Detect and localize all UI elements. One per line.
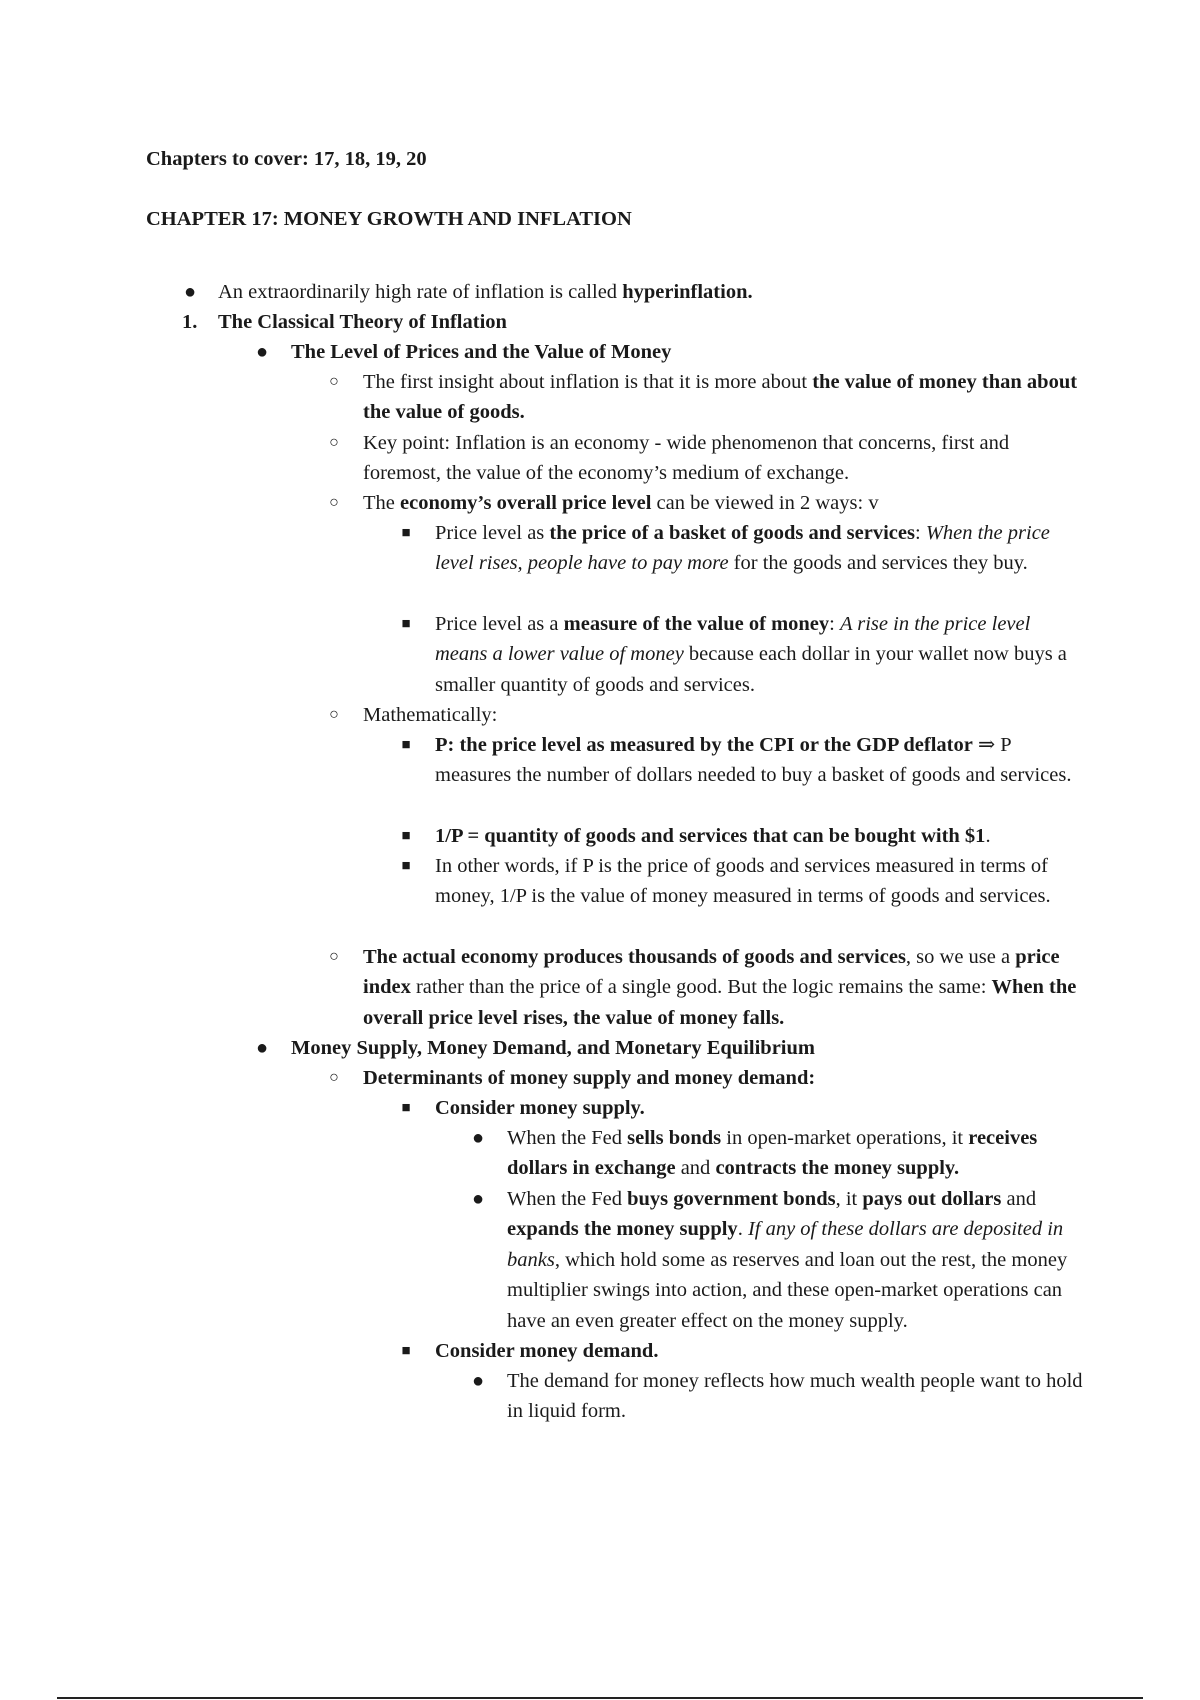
list-item-text: Consider money demand. xyxy=(435,1340,659,1362)
list-item-text: When the Fed buys government bonds, it pays out dollars and expands the money supply. If any of these dollars are deposited in banks, which hold some as reserves and loan out the rest, the money multiplier swings into action, and these open-market operations can have an even greater effect on the money supply. xyxy=(507,1188,1068,1332)
list-item-text: The first insight about inflation is that it is more about the value of money than about the value of goods. xyxy=(363,371,1078,424)
list-item-text: Consider money supply. xyxy=(435,1097,645,1119)
list-item-text: When the Fed sells bonds in open-market operations, it receives dollars in exchange and contracts the money supply. xyxy=(507,1127,1038,1180)
list-item-text: P: the price level as measured by the CPI or the GDP deflator ⇒ P measures the number of dollars needed to buy a basket of goods and services. xyxy=(435,734,1072,787)
bullet-square-icon: ■ xyxy=(401,828,411,844)
list-item-text: Price level as the price of a basket of goods and services: When the price level rises, people have to pay more for the goods and services they buy. xyxy=(435,522,1050,575)
list-item-text: 1/P = quantity of goods and services that can be bought with $1. xyxy=(435,825,991,847)
list-item-text: Price level as a measure of the value of money: A rise in the price level means a lower value of money because each dollar in your wallet now buys a smaller quantity of goods and services. xyxy=(435,613,1067,696)
list-item-text: In other words, if P is the price of goods and services measured in terms of money, 1/P is the value of money measured in terms of goods and services. xyxy=(435,855,1051,908)
bullet-circle-icon: ○ xyxy=(329,494,339,511)
bullet-circle-icon: ○ xyxy=(329,706,339,723)
bullet-circle-icon: ○ xyxy=(329,373,339,390)
list-item-text: The economy’s overall price level can be viewed in 2 ways: v xyxy=(363,492,879,514)
list-item-text: An extraordinarily high rate of inflation is called hyperinflation. xyxy=(218,281,753,303)
list-item-text: The demand for money reflects how much wealth people want to hold in liquid form. xyxy=(507,1370,1083,1423)
bullet-disc-icon: ● xyxy=(471,1127,485,1149)
subsection-heading: The Level of Prices and the Value of Money xyxy=(291,341,672,363)
bullet-circle-icon: ○ xyxy=(329,434,339,451)
list-item-text: Determinants of money supply and money demand: xyxy=(363,1067,816,1089)
section-heading: The Classical Theory of Inflation xyxy=(218,311,507,333)
bullet-disc-icon: ● xyxy=(471,1188,485,1210)
bullet-square-icon: ■ xyxy=(401,737,411,753)
subsection-heading: Money Supply, Money Demand, and Monetary Equilibrium xyxy=(291,1037,815,1059)
bullet-square-icon: ■ xyxy=(401,616,411,632)
bullet-circle-icon: ○ xyxy=(329,1069,339,1086)
list-item-text: The actual economy produces thousands of goods and services, so we use a price index rather than the price of a single good. But the logic remains the same: When the overall price level rises, the value of money falls. xyxy=(363,946,1077,1029)
page-bottom-rule xyxy=(57,1697,1143,1699)
bullet-circle-icon: ○ xyxy=(329,948,339,965)
chapters-line: Chapters to cover: 17, 18, 19, 20 xyxy=(146,148,427,170)
bullet-square-icon: ■ xyxy=(401,1100,411,1116)
list-item-text: Mathematically: xyxy=(363,704,498,726)
bullet-disc-icon: ● xyxy=(255,341,269,363)
list-item-text: Key point: Inflation is an economy - wide phenomenon that concerns, first and foremost, the value of the economy’s medium of exchange. xyxy=(363,432,1010,485)
list-number: 1. xyxy=(182,311,198,333)
bullet-square-icon: ■ xyxy=(401,525,411,541)
bullet-disc-icon: ● xyxy=(255,1037,269,1059)
chapter-title: CHAPTER 17: MONEY GROWTH AND INFLATION xyxy=(146,208,632,230)
bullet-square-icon: ■ xyxy=(401,858,411,874)
bullet-square-icon: ■ xyxy=(401,1343,411,1359)
bullet-disc-icon: ● xyxy=(183,281,197,303)
bullet-disc-icon: ● xyxy=(471,1370,485,1392)
